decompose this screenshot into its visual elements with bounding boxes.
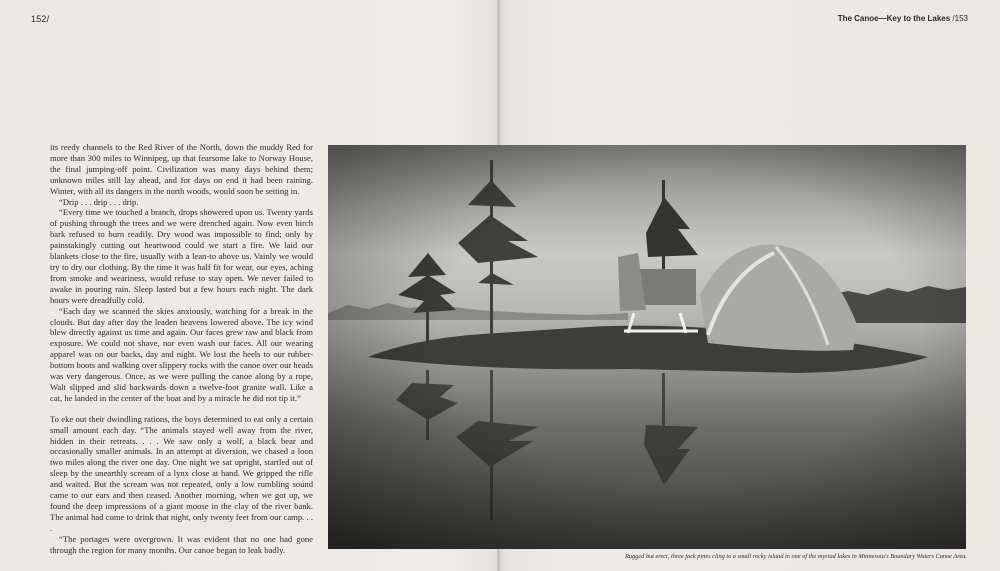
article-paragraph: “The portages were overgrown. It was evident that no one had gone through the region for many months. Our canoe began to leak badly. [50,533,313,555]
article-paragraph: To eke out their dwindling rations, the boys determined to eat only a certain small amount each day. “The animals stayed well away from the river, hidden in their retreats. . . . We saw only a wolf, a black bear and occasionally smaller animals. In an attempt at diversion, we chased a loon two miles along the river one day. One night we sat upright, startled out of sleep by the unearthly scream of a lynx close at hand. We gripped the rifle and waited. But the scream was not repeated, only a low rumbling sound came to our ears and then ceased. Another morning, when we got up, we found the deep impressions of a giant moose in the clay of the river bank. The animal had come to drink that night, only twenty feet from our camp. . . . [50,413,313,533]
article-paragraph: “Each day we scanned the skies anxiously, watching for a break in the clouds. But day after day the leaden heavens lowered above. The icy wind blew directly against us time and again. Our faces grew raw and black from exposure. We could not shave, nor even wash our faces. All our wearing apparel was on our backs, day and night. We lost the heels to our rubber-bottom boots and walking over slippery rocks with the canoe over our heads was very dangerous. Once, as we were pulling the canoe along by a rope, Walt slipped and slid backwards down a twelve-foot granite wall. Like a cat, he landed in the center of the boat and by a miracle he did not tip it.” [50,305,313,403]
left-page-number: 152/ [31,14,50,24]
photo-illustration [328,145,966,549]
article-text-column [50,142,313,556]
right-page-number: /153 [952,14,968,23]
article-paragraph: its reedy channels to the Red River of the North, down the muddy Red for more than 300 miles to Winnipeg, up that fearsome lake to Norway House, the final jumping-off point. Civilization was many days behind them; unknown miles still lay ahead, and for days on end it had been raining. Winter, with all its dangers in the north woods, would soon be setting in. [50,142,313,196]
running-head-title: The Canoe—Key to the Lakes [837,14,951,23]
article-paragraph: “Every time we touched a branch, drops showered upon us. Twenty yards of pushing through the trees and we were drenched again. Now even birch bark refused to burn readily. Dry wood was impossible to find; only by painstakingly cutting out heartwood could we start a fire. We laid our blankets close to the fire, usually with a lean-to above us. Vainly we would try to dry our clothing. By the time it was half fit for wear, our eyes, aching from smoke and weariness, would refuse to stay open. We never failed to awake in pouring rain. Sleep lasted but a few hours each night. The dark hours were dreadfully cold. [50,207,313,305]
photo-caption: Rugged but erect, three jack pines cling to a small rocky island in one of the myriad lakes in Minnesota's Boundary Waters Canoe Area. [625,553,967,560]
lake-island-photograph [328,145,966,549]
running-head [838,14,968,23]
article-paragraph: “Drip . . . drip . . . drip. [59,196,139,207]
photo-vignette [328,145,966,549]
